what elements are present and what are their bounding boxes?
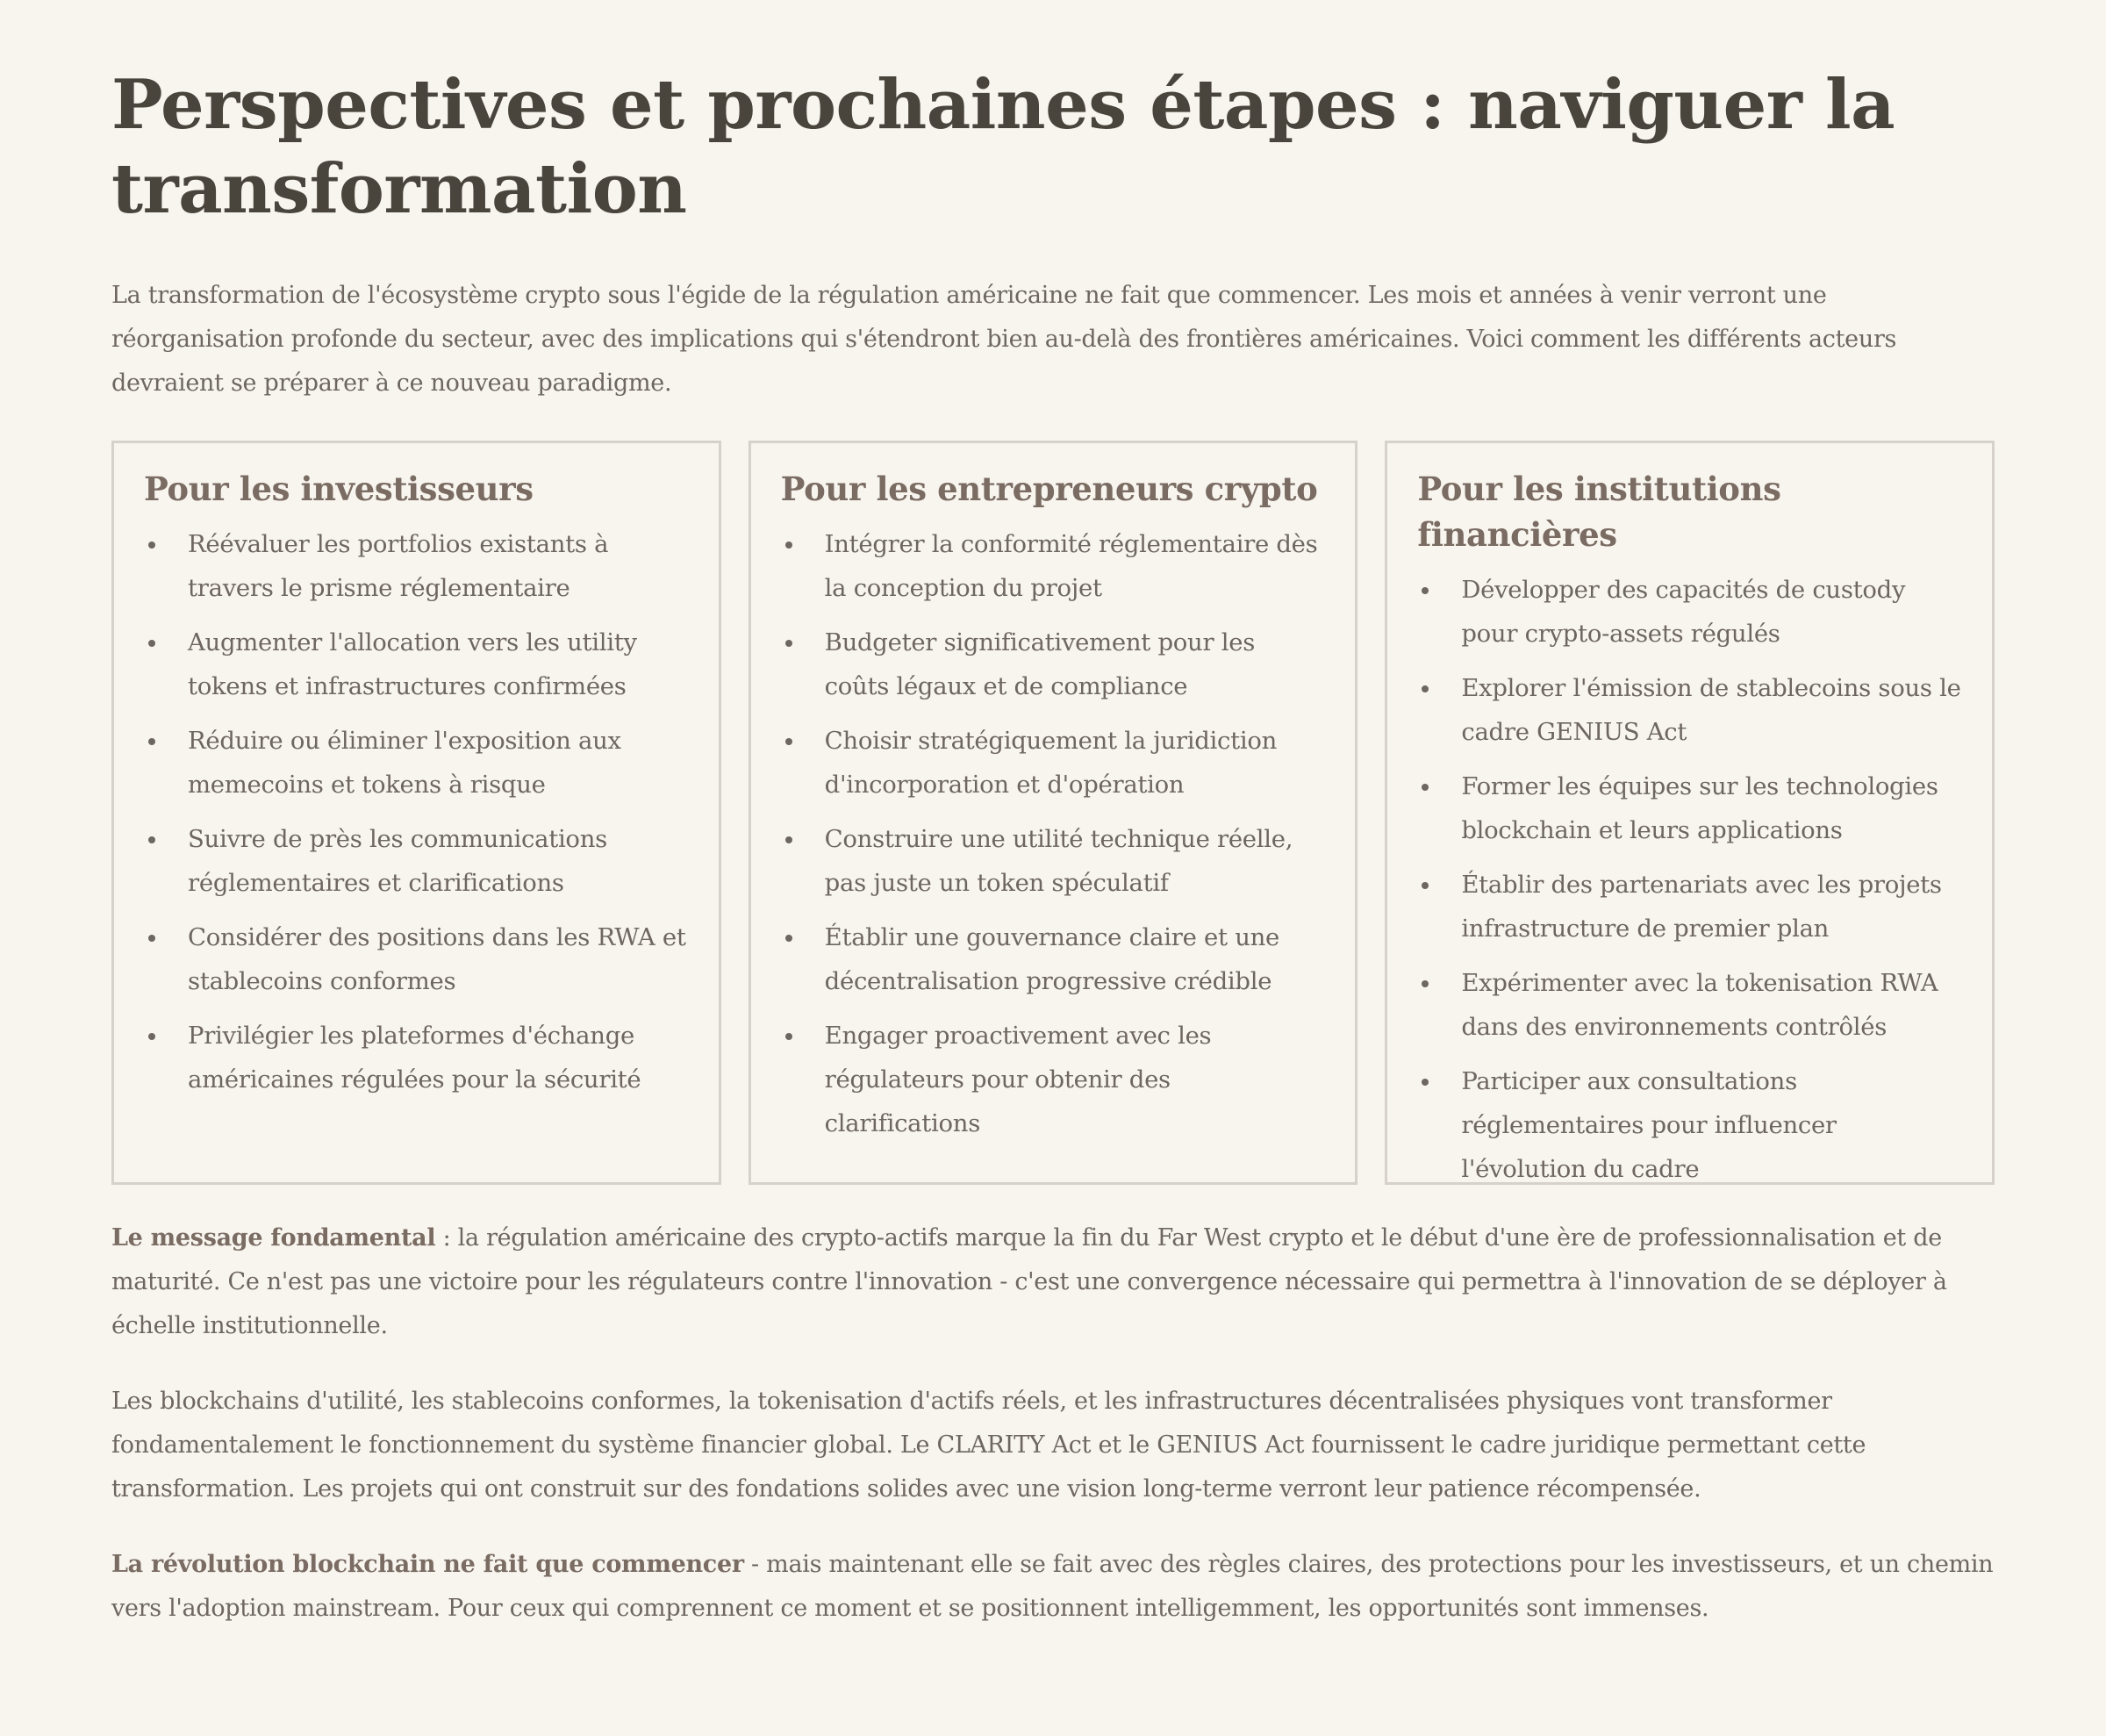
list-item: Construire une utilité technique réelle, pas juste un token spéculatif (781, 817, 1326, 905)
list-item: Explorer l'émission de stablecoins sous le cadre GENIUS Act (1417, 666, 1962, 754)
intro-paragraph: La transformation de l'écosystème crypto sous l'égide de la régulation américaine ne fait que commencer. Les mois et années à venir verront une réorganisation profonde du secteur, avec des implications qui s'étendront bien au-delà des frontières américaines. Voici comment les différents acteurs devraient se préparer à ce nouveau paradigme. (111, 282, 1897, 397)
list-item: Privilégier les plateformes d'échange américaines régulées pour la sécurité (144, 1014, 689, 1101)
list-item: Établir des partenariats avec les projets infrastructure de premier plan (1417, 863, 1962, 950)
list-item: Choisir stratégiquement la juridiction d'incorporation et d'opération (781, 719, 1326, 807)
list-item: Établir une gouvernance claire et une décentralisation progressive crédible (781, 915, 1326, 1003)
list-item: Réduire ou éliminer l'exposition aux memecoins et tokens à risque (144, 719, 689, 807)
card-title: Pour les entrepreneurs crypto (780, 470, 1318, 508)
card-institutions (1385, 441, 1995, 1185)
list-item: Développer des capacités de custody pour crypto-assets régulés (1417, 568, 1962, 656)
list-item: Participer aux consultations réglementaires pour influencer l'évolution du cadre (1417, 1059, 1962, 1191)
list-item: Réévaluer les portfolios existants à travers le prisme réglementaire (144, 522, 689, 610)
list-item: Budgeter significativement pour les coûts légaux et de compliance (781, 621, 1326, 708)
list-item: Engager proactivement avec les régulateurs pour obtenir des clarifications (781, 1014, 1326, 1145)
page-title: Perspectives et prochaines étapes : naviguer la transformation (111, 65, 1895, 229)
list-item: Considérer des positions dans les RWA et stablecoins conformes (144, 915, 689, 1003)
revolution-text: - mais maintenant elle se fait avec des règles claires, des protections pour les investisseurs, et un chemin vers l'adoption mainstream. Pour ceux qui comprennent ce moment et se positionnent intelligemment, les opportunités sont immenses. (111, 1551, 1994, 1622)
message-paragraph (111, 1216, 1995, 1348)
revolution-lead: La révolution blockchain ne fait que commencer (111, 1551, 744, 1578)
card-list (144, 522, 689, 1101)
recommendation-cards (111, 441, 1995, 1185)
card-entrepreneurs (749, 441, 1358, 1185)
list-item: Suivre de près les communications réglementaires et clarifications (144, 817, 689, 905)
message-text: : la régulation américaine des crypto-actifs marque la fin du Far West crypto et le début d'une ère de professionnalisation et de maturité. Ce n'est pas une victoire pour les régulateurs contre l'innovation - c'est une convergence nécessaire qui permettra à l'innovation de se déployer à échelle institutionnelle. (111, 1224, 1947, 1339)
card-investors (111, 441, 721, 1185)
card-list (1417, 568, 1962, 1191)
list-item: Former les équipes sur les technologies blockchain et leurs applications (1417, 764, 1962, 852)
revolution-paragraph (111, 1543, 1995, 1631)
card-title: Pour les institutions financières (1417, 470, 1781, 554)
card-list (781, 522, 1326, 1145)
list-item: Augmenter l'allocation vers les utility tokens et infrastructures confirmées (144, 621, 689, 708)
transformation-paragraph: Les blockchains d'utilité, les stablecoins conformes, la tokenisation d'actifs réels, et les infrastructures décentralisées physiques vont transformer fondamentalement le fonctionnement du système financier global. Le CLARITY Act et le GENIUS Act fournissent le cadre juridique permettant cette transformation. Les projets qui ont construit sur des fondations solides avec une vision long-terme verront leur patience récompensée. (111, 1388, 1866, 1503)
list-item: Expérimenter avec la tokenisation RWA dans des environnements contrôlés (1417, 961, 1962, 1049)
list-item: Intégrer la conformité réglementaire dès la conception du projet (781, 522, 1326, 610)
message-lead: Le message fondamental (111, 1224, 436, 1252)
card-title: Pour les investisseurs (144, 470, 534, 508)
